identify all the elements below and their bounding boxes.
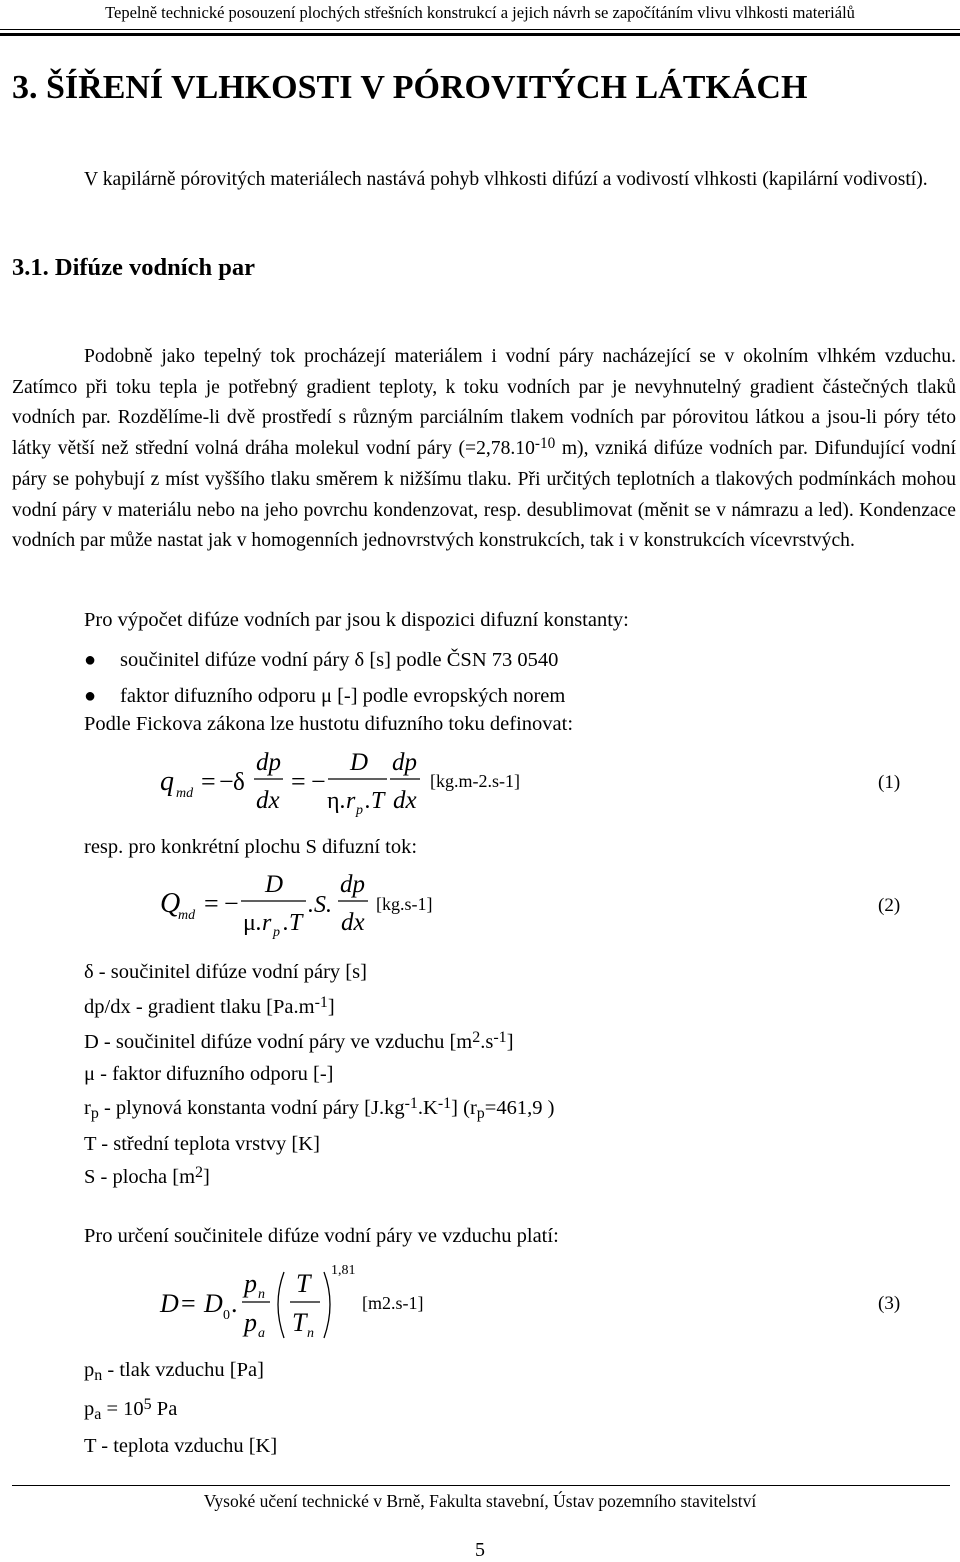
p1-text-a: Podobně jako tepelný tok procházejí materiálem i vodní páry nacházející se v okolním vlhkém vzduchu. Zatímco při toku tepla je potřebný gradient teploty, k toku vodních par je nevyhnutelný gradient částečných tlaků vodních par. Rozdělíme-li dvě prostředí s různým parciálním tlakem vodních par pórovitou látkou a jsou-li póry této látky větší než střední volná dráha molekul vodní páry (=2,78.10 (12, 346, 956, 459)
legend-rp-value: =461,9 ) (484, 1097, 555, 1119)
legend-rp-text: - plynová konstanta vodní páry [J.kg (98, 1097, 405, 1119)
eq1-num3: dp (392, 749, 417, 776)
eq1-minus-2: − (311, 767, 326, 796)
eq1-minus: − (219, 767, 234, 796)
page-number: 5 (475, 1539, 485, 1561)
eq2-equals: = (204, 889, 219, 918)
legend-D-exp1: 2 (472, 1029, 481, 1047)
legend-D (84, 1028, 514, 1058)
legend-rp-sub: p (90, 1104, 99, 1122)
intro-paragraph (12, 165, 956, 195)
legend-D-mid: .s (480, 1031, 494, 1053)
legend-gradient-exp: -1 (314, 994, 328, 1012)
legend-rp-exp1: -1 (404, 1095, 418, 1113)
eq2-unit: [kg.s-1] (376, 894, 433, 914)
eq3-equals: = (181, 1289, 196, 1318)
eq3-num2: T (296, 1269, 311, 1298)
eq1-num1: dp (256, 749, 281, 776)
eq3-den1: p (244, 1308, 257, 1337)
eq3-right-paren (324, 1272, 330, 1338)
eq2-lhs: Q (160, 888, 181, 919)
legend-rp-exp2: -1 (437, 1095, 452, 1113)
equation-3 (0, 1258, 960, 1354)
eq2-den2: dx (341, 909, 365, 936)
legend-pn (84, 1356, 264, 1386)
eq3-unit: [m2.s-1] (362, 1293, 424, 1313)
legend-T: T - střední teplota vrstvy [K] (84, 1133, 320, 1155)
eq1-lhs: q (160, 766, 174, 797)
resp-line: resp. pro konkrétní plochu S difuzní tok: (84, 836, 418, 858)
eq2-minus: − (224, 889, 239, 918)
legend-gradient (84, 993, 335, 1023)
equation-2-svg (0, 866, 960, 946)
eq2-den1-T: .T (283, 910, 303, 936)
eq3-den2: T (292, 1308, 307, 1337)
body-paragraph-1 (12, 342, 956, 557)
eq2-num2: dp (340, 871, 365, 898)
eq3-exponent: 1,81 (331, 1263, 356, 1278)
eq3-den2-sub: n (307, 1326, 314, 1341)
eq2-lhs-sub: md (178, 908, 196, 923)
legend-D-text: D - součinitel difúze vodní páry ve vzduchu [m (84, 1031, 473, 1053)
eq3-left-paren (278, 1272, 284, 1338)
eq2-den1-sub: p (273, 925, 280, 940)
legend-rp-mid: .K (417, 1097, 438, 1119)
equation-1-svg (0, 745, 960, 825)
bullet-marker: ● (84, 649, 97, 671)
eq3-number: (3) (878, 1293, 901, 1314)
p1-exponent: -10 (534, 435, 556, 453)
header-rule (0, 29, 960, 30)
legend-rp-sub2: p (476, 1104, 485, 1122)
eq3-num1: p (244, 1269, 257, 1298)
body-paragraph-2: Pro výpočet difúze vodních par jsou k dispozici difuzní konstanty: (84, 609, 629, 631)
header-rule-thick (0, 33, 960, 36)
legend-S-end: ] (203, 1166, 210, 1188)
eq1-number: (1) (878, 772, 901, 793)
equation-2 (0, 866, 960, 946)
legend-pa-exp: 5 (143, 1396, 152, 1414)
eq1-num2: D (350, 749, 369, 776)
eq1-lhs-sub: md (176, 786, 194, 801)
eq2-den1-mu: μ (243, 910, 256, 936)
footer-rule (12, 1485, 950, 1486)
legend-pn-text: - tlak vzduchu [Pa] (102, 1359, 264, 1381)
bullet-item-1: součinitel difúze vodní páry δ [s] podle ČSN 73 0540 (120, 649, 559, 671)
bullet-item-2: faktor difuzního odporu μ [-] podle evropských norem (120, 685, 566, 707)
eq3-D0-sub: 0 (223, 1308, 230, 1323)
intro-text: V kapilárně pórovitých materiálech nastává pohyb vlhkosti difúzí a vodivostí vlhkosti (kapilární vodivostí). (84, 169, 928, 190)
legend-gradient-end: ] (327, 996, 335, 1018)
legend-mu: μ - faktor difuzního odporu [-] (84, 1063, 334, 1085)
eq2-num1: D (265, 871, 284, 898)
legend-rp-r: r (84, 1097, 91, 1119)
legend-rp-end: ] (r (451, 1097, 477, 1119)
eq2-number: (2) (878, 895, 901, 916)
legend-S (84, 1163, 210, 1193)
eq1-den2-sub: p (356, 803, 363, 818)
eq1-equals-2: = (291, 767, 306, 796)
eq1-den2-r: .r (340, 788, 356, 814)
legend-S-exp: 2 (195, 1164, 204, 1182)
eq3-dot: . (231, 1289, 238, 1318)
eq3-den1-sub: a (258, 1326, 265, 1341)
equation-3-svg (0, 1258, 960, 1354)
legend-pa-text: = 10 (101, 1398, 144, 1420)
chapter-title: 3. ŠÍŘENÍ VLHKOSTI V PÓROVITÝCH LÁTKÁCH (12, 69, 808, 106)
legend-D-exp2: -1 (493, 1029, 507, 1047)
eq2-mid: .S. (308, 892, 332, 918)
legend-gradient-text: dp/dx - gradient tlaku [Pa.m (84, 996, 315, 1018)
equation-1 (0, 745, 960, 825)
body-paragraph-4: Pro určení součinitele difúze vodní páry ve vzduchu platí: (84, 1225, 559, 1247)
eq1-delta: δ (233, 769, 245, 796)
legend-pn-p: p (84, 1359, 95, 1381)
legend-rp (84, 1094, 554, 1124)
legend-pn-sub: n (94, 1366, 103, 1384)
eq2-den1-r: .r (256, 910, 272, 936)
eq3-D0: D (204, 1289, 223, 1318)
legend-S-text: S - plocha [m (84, 1166, 196, 1188)
eq1-equals: = (201, 767, 216, 796)
eq1-den1: dx (256, 787, 280, 814)
legend-pa-p: p (84, 1398, 95, 1420)
running-header: Tepelně technické posouzení plochých střešních konstrukcí a jejich návrh se započítáním vlivu vlhkosti materiálů (105, 3, 855, 22)
eq3-lhs: D (160, 1289, 179, 1318)
eq3-num1-sub: n (258, 1287, 265, 1302)
eq1-unit: [kg.m-2.s-1] (430, 771, 520, 791)
section-title: 3.1. Difúze vodních par (12, 254, 255, 281)
legend-pa-unit: Pa (151, 1398, 178, 1420)
legend-delta: δ - součinitel difúze vodní páry [s] (84, 961, 367, 983)
body-paragraph-3: Podle Fickova zákona lze hustotu difuzního toku definovat: (84, 713, 574, 735)
legend-pa-sub: a (94, 1405, 102, 1423)
eq1-den3: dx (393, 787, 417, 814)
p1-text-b: m), vzniká difúze vodních par. Difundující vodní páry se pohybují z míst vyššího tlaku směrem k nižšímu tlaku. Při určitých teplotních a tlakových podmínkách mohou vodní páry v materiálu nebo na jeho povrchu kondenzovat, resp. desublimovat (měnit se v námrazu a led). Kondenzace vodních par může nastat jak v homogenních jednovrstvých konstrukcích, tak i v konstrukcích vícevrstvých. (12, 437, 957, 551)
legend-D-end: ] (506, 1031, 514, 1053)
eq1-den2-T: .T (365, 788, 385, 814)
legend-T-air: T - teplota vzduchu [K] (84, 1435, 278, 1457)
eq1-den2-eta: η (327, 788, 340, 814)
legend-pa (84, 1395, 177, 1425)
footer-institution: Vysoké učení technické v Brně, Fakulta stavební, Ústav pozemního stavitelství (203, 1491, 757, 1511)
bullet-marker: ● (84, 685, 97, 707)
